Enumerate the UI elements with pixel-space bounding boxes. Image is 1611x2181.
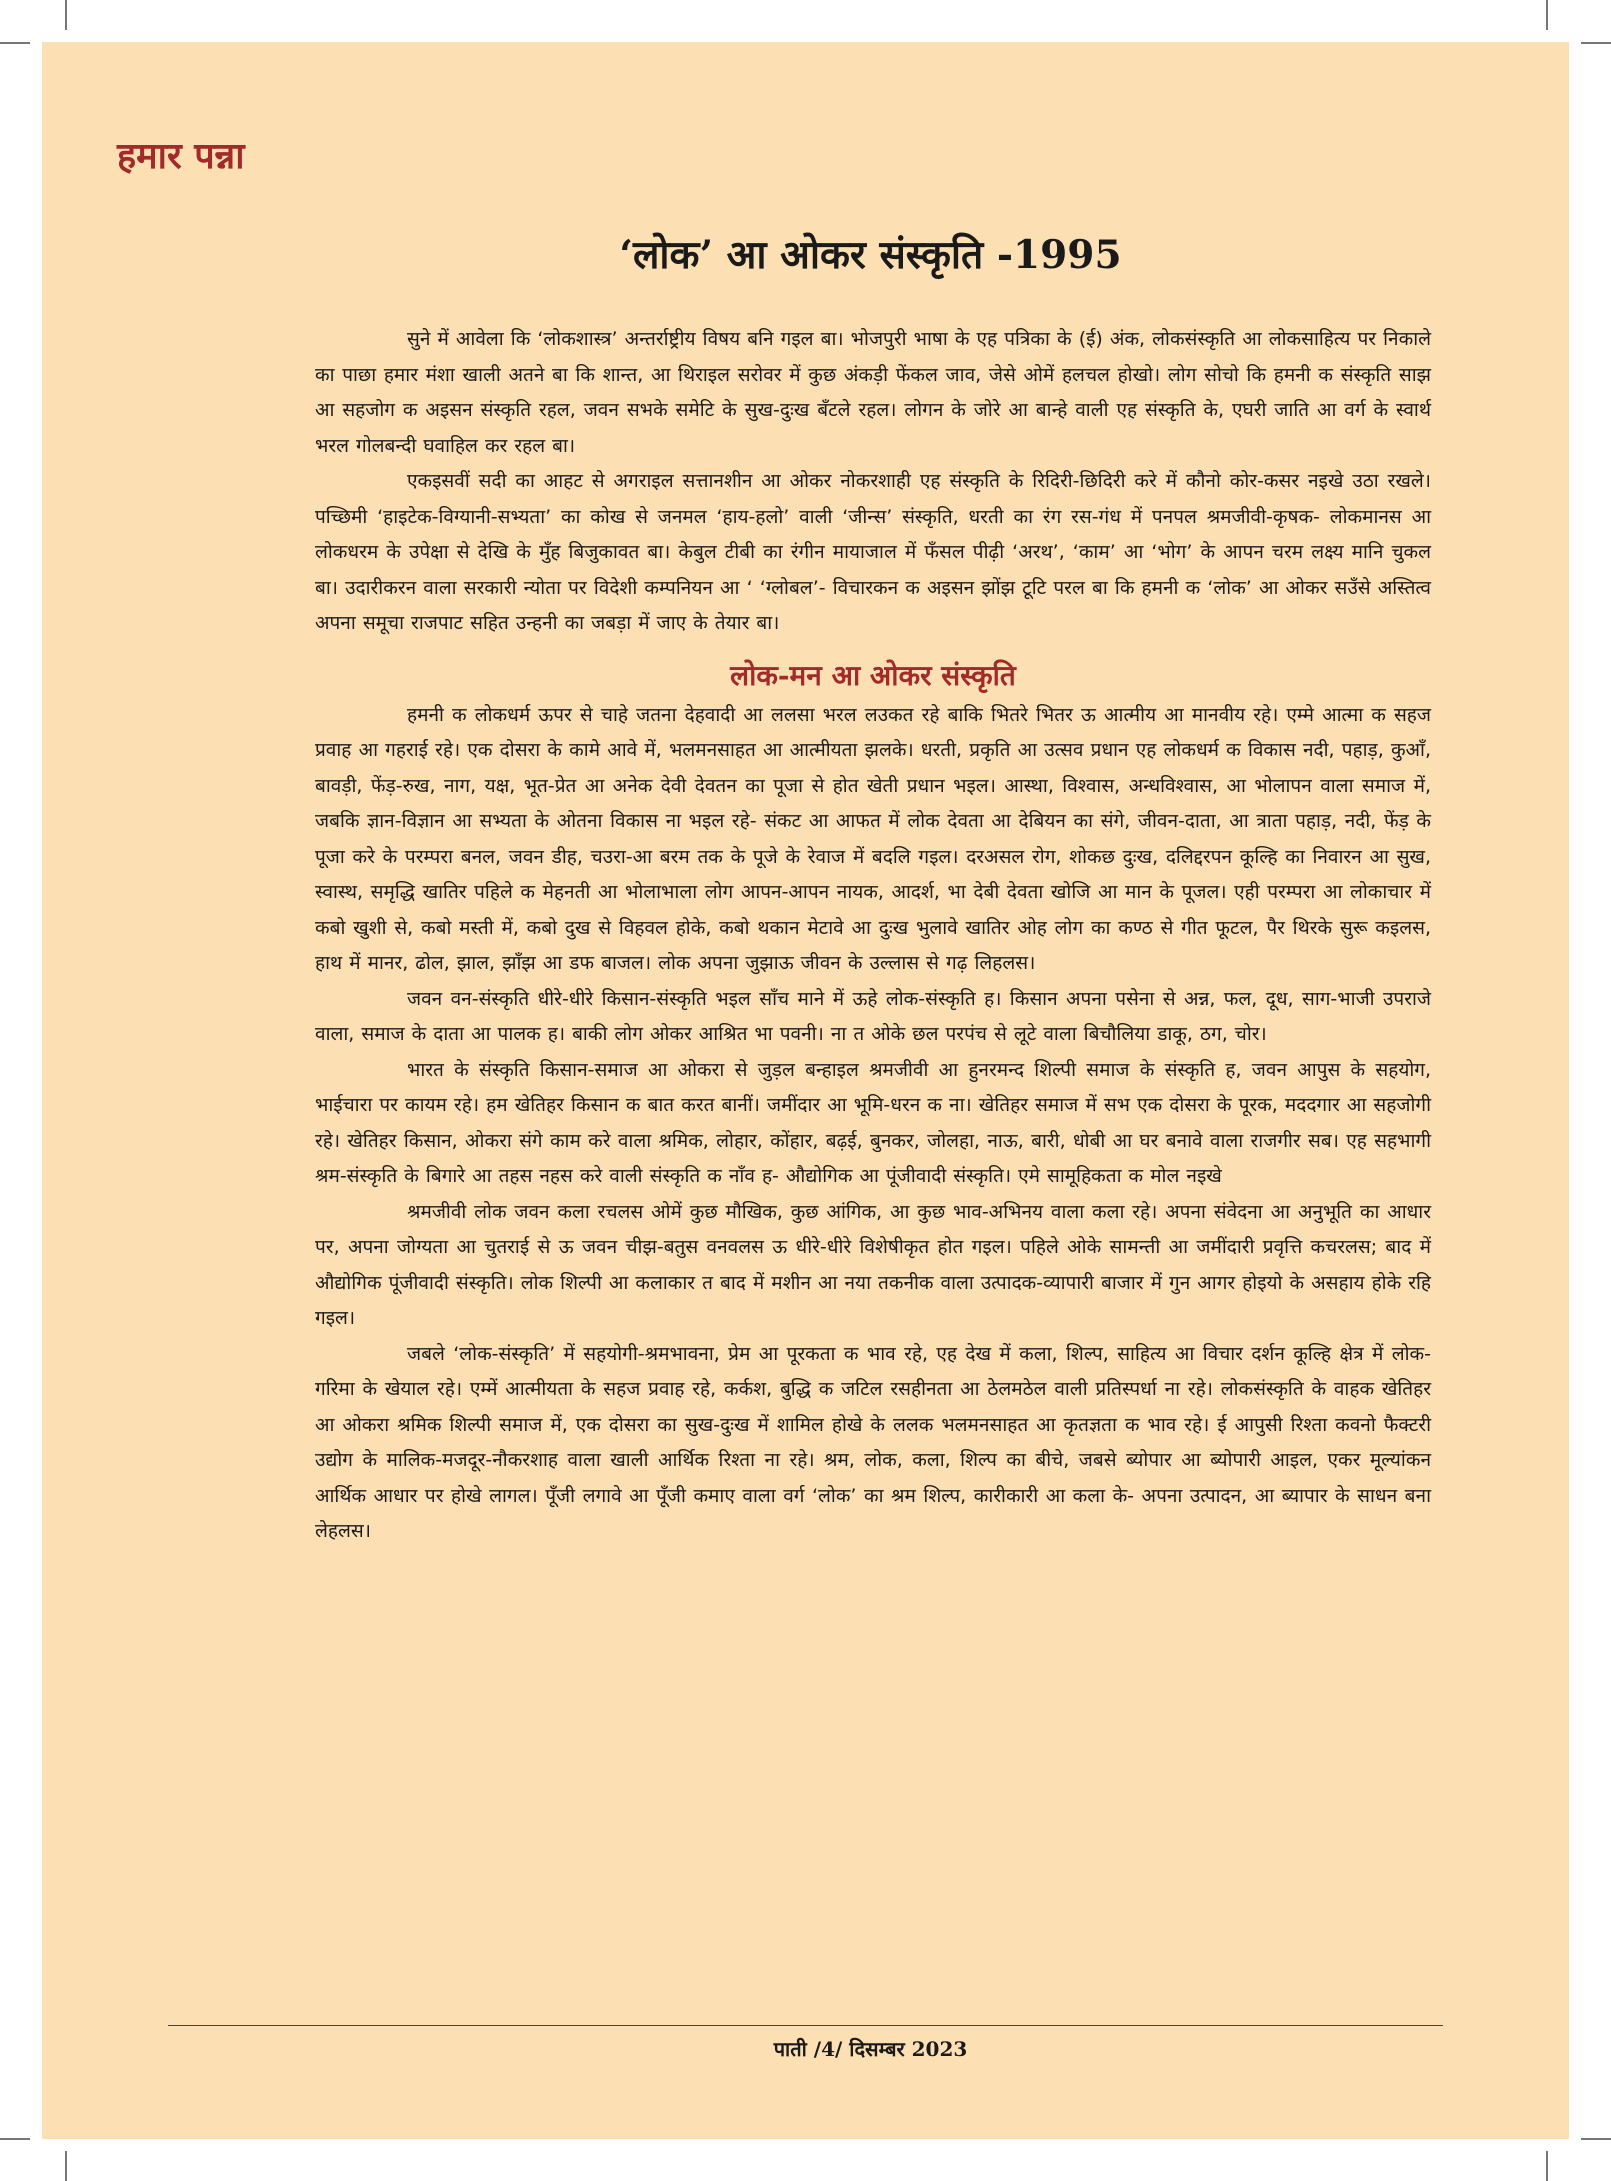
paragraph: हमनी क लोकधर्म ऊपर से चाहे जतना देहवादी आ ललसा भरल लउकत रहे बाकि भितरे भितर ऊ आत्मीय आ मानवीय रहे। एम्मे आत्मा क सहज प्रवाह आ गहराई रहे। एक दोसरा के कामे आवे में, भलमनसाहत आ आत्मीयता झलके। धरती, प्रकृति आ उत्सव प्रधान एह लोकधर्म क विकास नदी, पहाड़, कुआँ, बावड़ी, फेंड़-रुख, नाग, यक्ष, भूत-प्रेत आ अनेक देवी देवतन का पूजा से होत खेती प्रधान भइल। आस्था, विश्वास, अन्धविश्वास, आ भोलापन वाला समाज में, जबकि ज्ञान-विज्ञान आ सभ्यता के ओतना विकास ना भइल रहे- संकट आ आफत में लोक देवता आ देबियन का संगे, जीवन-दाता, आ त्राता पहाड़, नदी, फेंड़ के पूजा करे के परम्परा बनल, जवन डीह, चउरा-आ बरम तक के पूजे के रेवाज में बदलि गइल। दरअसल रोग, शोकछ दुःख, दलिद्दरपन कूल्हि का निवारन आ सुख, स्वास्थ, समृद्धि खातिर पहिले क मेहनती आ भोलाभाला लोग आपन-आपन नायक, आदर्श, भा देबी देवता खोजि आ मान के पूजल। एही परम्परा आ लोकाचार में कबो खुशी से, कबो मस्ती में, कबो दुख से विहवल होके, कबो थकान मेटावे आ दुःख भुलावे खातिर ओह लोग का कण्ठ से गीत फूटल, पैर थिरके सुरू कइलस, हाथ में मानर, ढोल, झाल, झाँझ आ डफ बाजल। लोक अपना जुझाऊ जीवन के उल्लास से गढ़ लिहलस।: [315, 703, 1431, 974]
article-body: [315, 322, 1431, 1550]
page-footer: पाती /4/ दिसम्बर 2023: [773, 2037, 968, 2061]
article-title: ‘लोक’ आ ओकर संस्कृति -1995: [619, 232, 1122, 278]
section-subheading: लोक-मन आ ओकर संस्कृति: [730, 658, 1016, 692]
footer-divider: [168, 2025, 1443, 2026]
paragraph: जवन वन-संस्कृति धीरे-धीरे किसान-संस्कृति भइल साँच माने में ऊहे लोक-संस्कृति ह। किसान अपना पसेना से अन्न, फल, दूध, साग-भाजी उपराजे वाला, समाज के दाता आ पालक ह। बाकी लोग ओकर आश्रित भा पवनी। ना त ओके छल परपंच से लूटे वाला बिचौलिया डाकू, ठग, चोर।: [315, 987, 1431, 1045]
paragraph: सुने में आवेला कि ‘लोकशास्त्र’ अन्तर्राष्ट्रीय विषय बनि गइल बा। भोजपुरी भाषा के एह पत्रिका के (ई) अंक, लोकसंस्कृति आ लोकसाहित्य पर निकाले का पाछा हमार मंशा खाली अतने बा कि शान्त, आ थिराइल सरोवर में कुछ अंकड़ी फेंकल जाव, जेसे ओमें हलचल होखो। लोग सोचो कि हमनी क संस्कृति साझ आ सहजोग क अइसन संस्कृति रहल, जवन सभके समेटि के सुख-दुःख बँटले रहल। लोगन के जोरे आ बान्हे वाली एह संस्कृति के, एघरी जाति आ वर्ग के स्वार्थ भरल गोलबन्दी घवाहिल कर रहल बा।: [315, 328, 1431, 457]
crop-mark: [65, 0, 67, 30]
paragraph: श्रमजीवी लोक जवन कला रचलस ओमें कुछ मौखिक, कुछ आंगिक, आ कुछ भाव-अभिनय वाला कला रहे। अपना संवेदना आ अनुभूति का आधार पर, अपना जोग्यता आ चुतराई से ऊ जवन चीझ-बतुस वनवलस ऊ धीरे-धीरे विशेषीकृत होत गइल। पहिले ओके सामन्ती आ जमींदारी प्रवृत्ति कचरलस; बाद में औद्योगिक पूंजीवादी संस्कृति। लोक शिल्पी आ कलाकार त बाद में मशीन आ नया तकनीक वाला उत्पादक-व्यापारी बाजार में गुन आगर होइयो के असहाय होके रहि गइल।: [315, 1200, 1432, 1329]
crop-mark: [65, 2151, 67, 2181]
crop-mark: [0, 2138, 30, 2140]
paragraph: भारत के संस्कृति किसान-समाज आ ओकरा से जुड़ल बन्हाइल श्रमजीवी आ हुनरमन्द शिल्पी समाज के संस्कृति ह, जवन आपुस के सहयोग, भाईचारा पर कायम रहे। हम खेतिहर किसान क बात करत बानीं। जमींदार आ भूमि-धरन क ना। खेतिहर समाज में सभ एक दोसरा के पूरक, मददगार आ सहजोगी रहे। खेतिहर किसान, ओकरा संगे काम करे वाला श्रमिक, लोहार, कोंहार, बढ़ई, बुनकर, जोलहा, नाऊ, बारी, धोबी आ घर बनावे वाला राजगीर सब। एह सहभागी श्रम-संस्कृति के बिगारे आ तहस नहस करे वाली संस्कृति क नाँव ह- औद्योगिक आ पूंजीवादी संस्कृति। एमे सामूहिकता क मोल नइखे: [315, 1058, 1431, 1187]
section-label: हमार पन्ना: [117, 135, 245, 177]
paragraph: जबले ‘लोक-संस्कृति’ में सहयोगी-श्रमभावना, प्रेम आ पूरकता क भाव रहे, एह देख में कला, शिल्प, साहित्य आ विचार दर्शन कूल्हि क्षेत्र में लोक-गरिमा के खेयाल रहे। एम्में आत्मीयता के सहज प्रवाह रहे, कर्कश, बुद्धि क जटिल रसहीनता आ ठेलमठेल वाली प्रतिस्पर्धा ना रहे। लोकसंस्कृति के वाहक खेतिहर आ ओकरा श्रमिक शिल्पी समाज में, एक दोसरा का सुख-दुःख में शामिल होखे के ललक भलमनसाहत आ कृतज्ञता क भाव रहे। ई आपुसी रिश्ता कवनो फैक्टरी उद्योग के मालिक-मजदूर-नौकरशाह वाला खाली आर्थिक रिश्ता ना रहे। श्रम, लोक, कला, शिल्प का बीचे, जबसे ब्योपार आ ब्योपारी आइल, एकर मूल्यांकन आर्थिक आधार पर होखे लागल। पूँजी लगावे आ पूँजी कमाए वाला वर्ग ‘लोक’ का श्रम शिल्प, कारीकारी आ कला के- अपना उत्पादन, आ ब्यापार के साधन बना लेहलस।: [315, 1342, 1431, 1542]
paragraph: एकइसवीं सदी का आहट से अगराइल सत्तानशीन आ ओकर नोकरशाही एह संस्कृति के रिदिरी-छिदिरी करे में कौनो कोर-कसर नइखे उठा रखले। पच्छिमी ‘हाइटेक-विग्यानी-सभ्यता’ का कोख से जनमल ‘हाय-हलो’ वाली ‘जीन्स’ संस्कृति, धरती का रंग रस-गंध में पनपल श्रमजीवी-कृषक- लोकमानस आ लोकधरम के उपेक्षा से देखि के मुँह बिजुकावत बा। केबुल टीबी का रंगीन मायाजाल में फँसल पीढ़ी ‘अरथ’, ‘काम’ आ ‘भोग’ के आपन चरम लक्ष्य मानि चुकल बा। उदारीकरन वाला सरकारी न्योता पर विदेशी कम्पनियन आ ‘ ‘ग्लोबल’- विचारकन क अइसन झोंझ टूटि परल बा कि हमनी क ‘लोक’ आ ओकर सउँसे अस्तित्व अपना समूचा राजपाट सहित उन्हनी का जबड़ा में जाए के तेयार बा।: [315, 470, 1431, 634]
crop-mark: [0, 42, 30, 44]
crop-mark: [1546, 0, 1548, 30]
crop-mark: [1581, 42, 1611, 44]
crop-mark: [1546, 2151, 1548, 2181]
crop-mark: [1581, 2138, 1611, 2140]
